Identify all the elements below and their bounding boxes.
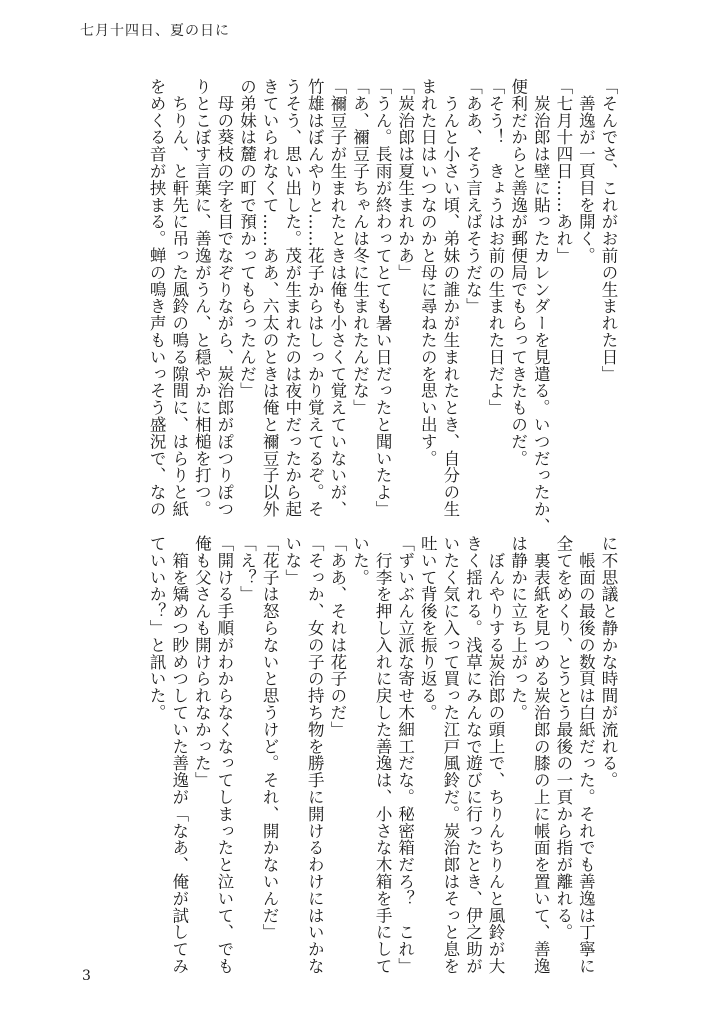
text-line: うそう、思い出した。茂が生まれたのは夜中だったから起 [282,78,302,518]
text-line: 「花子は怒らないと思うけど。それ、開かないんだ」 [260,535,280,941]
text-line: 「開ける手順がわからなくなってしまったと泣いて、でも [214,535,234,975]
text-line: 吐いて背後を振り返る。 [418,535,438,721]
text-line: 裏表紙を見つめる炭治郎の膝の上に帳面を置いて、善逸 [531,535,551,975]
text-line: 「あ、禰豆子ちゃんは冬に生まれたんだな」 [350,78,370,416]
text-line: 箱を矯めつ眇めつしていた善逸が「なあ、俺が試してみ [169,535,189,975]
text-line: 「うん。長雨が終わってとても暑い日だったと聞いたよ」 [373,78,393,518]
text-line: 「ああ、そう言えばそうだな」 [463,78,483,315]
text-line: 「ずいぶん立派な寄せ木細工だな。秘密箱だろ？ これ」 [395,535,415,975]
text-line: ぼんやりする炭治郎の頭上で、ちりんちりんと風鈴が大 [486,535,506,975]
text-line: 俺も父さんも開けられなかった」 [192,535,212,789]
text-line: 行李を押し入れに戻した善逸は、小さな木箱を手にして [373,535,393,975]
text-line: 善逸が一頁目を開く。 [576,78,596,264]
text-line: は静かに立ち上がった。 [508,535,528,721]
text-line: 炭治郎は壁に貼ったカレンダーを見遣る。いつだったか、 [531,78,551,535]
text-line: いたく気に入って買った江戸風鈴だ。炭治郎はそっと息を [440,535,460,975]
text-line: ていいか？」と訊いた。 [147,535,167,721]
text-line: に不思議と静かな時間が流れる。 [599,535,618,789]
text-line: 「七月十四日……あれ」 [553,78,573,264]
text-line: 「え？」 [237,535,257,603]
page-number: 3 [82,968,91,984]
text-line: 便利だからと善逸が郵便局でもらってきたものだ。 [508,78,528,467]
text-line: 「炭治郎は夏生まれかあ」 [395,78,415,281]
text-line: 「そんでさ、これがお前の生まれた日」 [599,78,618,383]
text-line: の弟妹は麓の町で預かってもらったんだ」 [237,78,257,400]
text-line: 「そう！ きょうはお前の生まれた日だよ」 [486,78,506,416]
text-block-top [145,78,619,535]
text-line: うんと小さい頃、弟妹の誰かが生まれたとき、自分の生 [440,78,460,518]
text-line: をめくる音が挟まる。蝉の鳴き声もいっそう盛況で、なの [147,78,167,518]
text-line: 「ああ、それは花子のだ」 [327,535,347,738]
running-header: 七月十四日、夏の日に [80,23,230,39]
text-line: まれた日はいつなのかと母に尋ねたのを思い出す。 [418,78,438,467]
text-line: りとこぼす言葉に、善逸がうん、と穏やかに相槌を打つ。 [192,78,212,518]
text-line: 「そっか、女の子の持ち物を勝手に開けるわけにはいかな [305,535,325,975]
text-line: いな」 [282,535,302,586]
text-line: いた。 [350,535,370,586]
text-line: きていられなくて……ああ、六太のときは俺と禰豆子以外 [260,78,280,518]
text-line: 竹雄はぼんやりと……花子からはしっかり覚えてるぞ。そ [305,78,325,518]
text-line: きく揺れる。浅草にみんなで遊びに行ったとき、伊之助が [463,535,483,975]
text-line: 全てをめくり、とうとう最後の一頁から指が離れる。 [553,535,573,941]
text-line: 帳面の最後の数頁は白紙だった。それでも善逸は丁寧に [576,535,596,975]
text-line: 母の葵枝の字を目でなぞりながら、炭治郎がぽつりぽつ [214,78,234,518]
text-line: ちりん、と軒先に吊った風鈴の鳴る隙間に、はらりと紙 [169,78,189,518]
text-line: 「禰豆子が生まれたときは俺も小さくて覚えていないが、 [327,78,347,518]
text-block-bottom [145,535,619,975]
